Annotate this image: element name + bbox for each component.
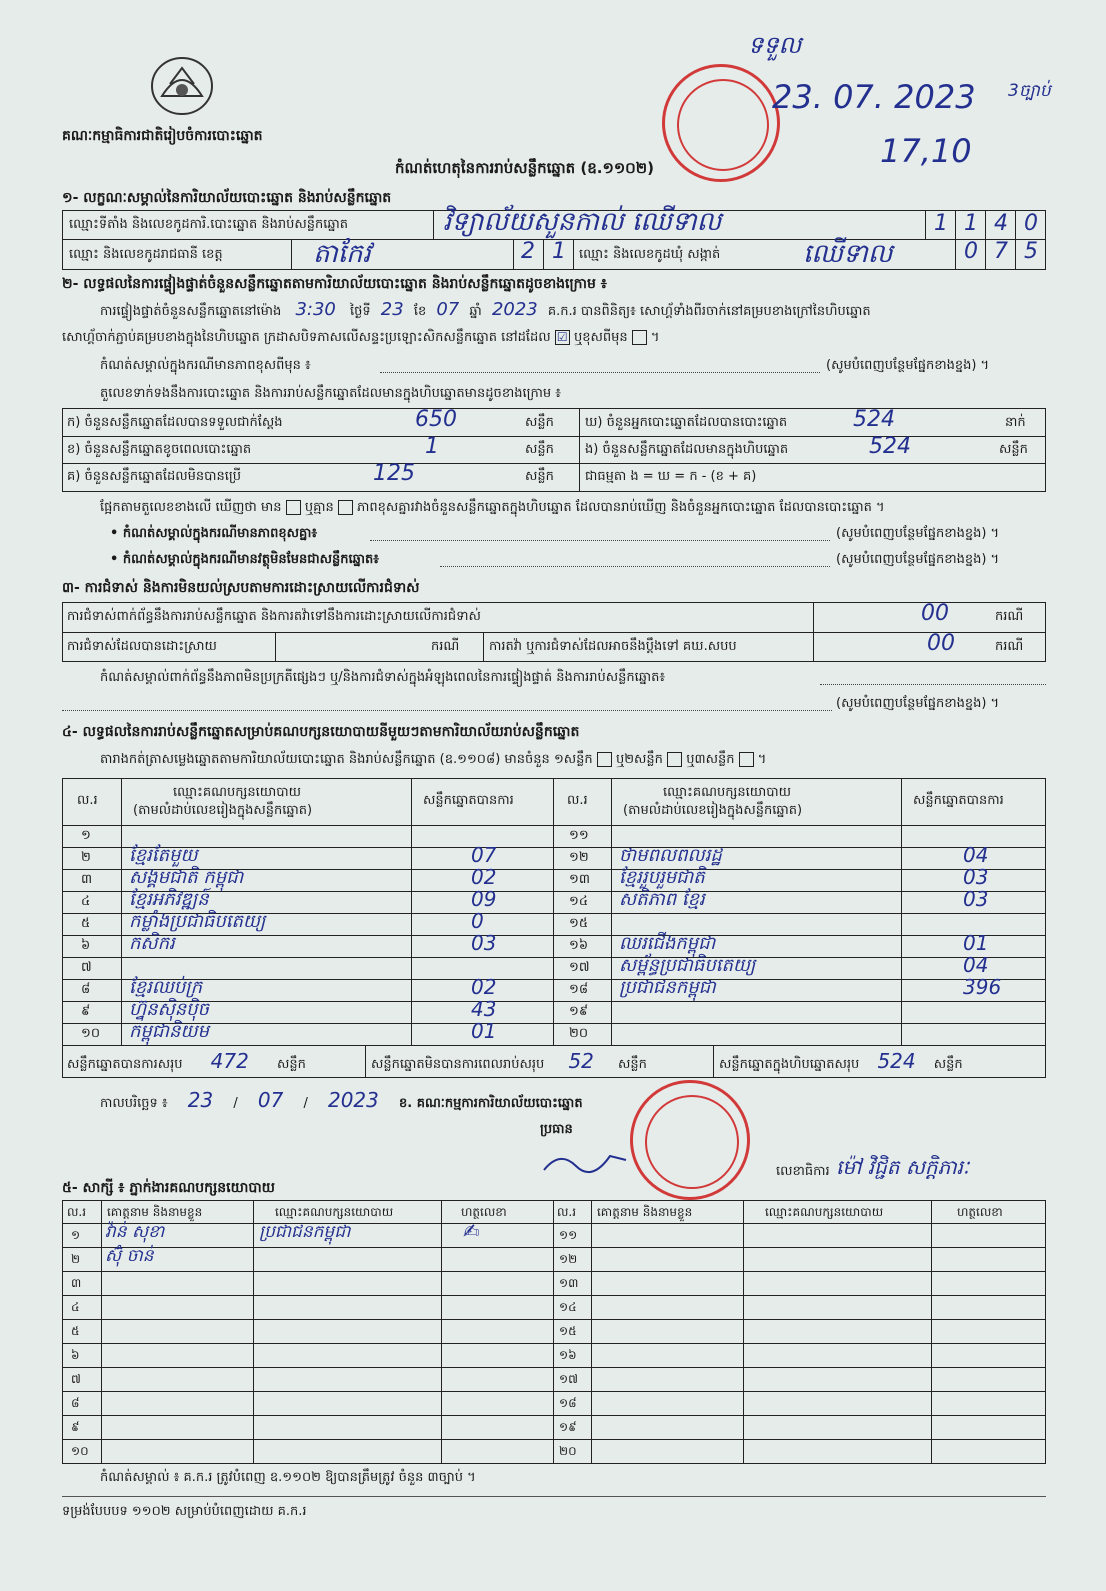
table-row-divider [63, 1343, 1045, 1344]
received-time: 17,10 [880, 132, 972, 170]
result-row-votes: 03 [963, 865, 989, 889]
witness-col-party: ឈ្មោះគណបក្សនយោបាយ [275, 1205, 394, 1219]
witness-row-no: ១៣ [559, 1276, 579, 1290]
total-valid-row [67, 1049, 306, 1073]
col-votes-header: សន្លឹកឆ្នោតបានការ [423, 793, 514, 808]
unit-case: ករណី [431, 639, 460, 654]
result-row-votes: 04 [963, 953, 989, 977]
box-ballots-label: ង) ចំនួនសន្លឹកឆ្នោតដែលមានក្នុងហិបឆ្នោត [585, 442, 789, 457]
table-row-divider [63, 1001, 1045, 1002]
result-row-no: ១១ [569, 828, 589, 843]
table-row-divider [63, 1271, 1045, 1272]
unused-ballots-value: 125 [373, 461, 415, 486]
section-5-title: ៥- សាក្សី ៖ ភ្នាក់ងារគណបក្សនយោបាយ [62, 1180, 276, 1196]
result-row-party: សតិភាព ខ្មែរ [619, 889, 705, 910]
witness-row-no: ៩ [71, 1420, 80, 1434]
difference-note-line [370, 540, 830, 541]
signer-org: ខ. គណៈកម្មការការិយាល័យបោះឆ្នោត [399, 1096, 583, 1111]
witness-row-sign: ✍ [463, 1219, 480, 1243]
col-votes-header: សន្លឹកឆ្នោតបានការ [913, 793, 1004, 808]
section-4-title: ៤- លទ្ធផលនៃការរាប់សន្លឹកឆ្នោតសម្រាប់គណបក្សនយោបាយនីមួយៗតាមការិយាល័យរាប់សន្លឹកឆ្នោត [62, 724, 580, 740]
tally-sheet-line: តារាងកត់ត្រាសម្លេងឆ្នោតតាមការិយាល័យបោះឆ្នោត និងរាប់សន្លឹកឆ្នោត (ឧ.១១០៨) មានចំនួន ១សន្លឹក ឬ២សន្លឹក ឬ៣សន្លឹក ។ [100, 752, 767, 767]
total-valid-label: សន្លឹកឆ្នោតបានការសរុប [67, 1057, 183, 1072]
witness-row-no: ១៨ [559, 1396, 577, 1410]
province-code-digit: 2 [521, 239, 535, 264]
diff-note-hint: (សូមបំពេញបន្ថែមផ្នែកខាងខ្នង) ។ [826, 358, 990, 373]
section-1-title: ១- លក្ខណៈសម្គាល់នៃការិយាល័យបោះឆ្នោត និងរាប់សន្លឹកឆ្នោត [62, 190, 392, 206]
nec-emblem-icon [148, 54, 216, 118]
spoiled-ballots-label: ខ) ចំនួនសន្លឹកឆ្នោតខូចពេលបោះឆ្នោត [67, 442, 252, 457]
result-row-no: ៤ [81, 894, 91, 909]
witness-table [62, 1200, 1046, 1464]
commune-code [955, 239, 1045, 270]
unit-sheet: សន្លឹក [525, 469, 554, 484]
result-row-no: ១៣ [569, 872, 590, 887]
unused-ballots-label: គ) ចំនួនសន្លឹកឆ្នោតដែលមិនបានប្រើ [67, 469, 241, 484]
witness-row-no: ១៥ [559, 1324, 577, 1338]
result-row-no: ៥ [81, 916, 91, 931]
result-row-no: ២ [81, 850, 91, 865]
table-row-divider [63, 935, 1045, 936]
table-row-divider [63, 979, 1045, 980]
witness-row-no: ៧ [71, 1372, 81, 1386]
result-row-votes: 43 [471, 997, 497, 1021]
received-note: ទទួល [748, 31, 802, 59]
unit-sheet: សន្លឹក [618, 1057, 647, 1072]
witness-row-no: ១១ [559, 1228, 578, 1242]
table-row-divider [63, 1247, 1045, 1248]
date-year: 2023 [327, 1088, 379, 1112]
witness-row-no: ២ [71, 1252, 81, 1266]
foreign-object-note-hint: (សូមបំពេញបន្ថែមផ្នែកខាងខ្នង) ។ [836, 552, 1000, 567]
witness-row-no: ១០ [71, 1444, 89, 1458]
appeal-label: ការតវ៉ា ឬការជំទាស់ដែលអាចនឹងប្ដឹងទៅ គឃ.សបប [489, 639, 737, 654]
has-difference-checkbox[interactable] [286, 500, 301, 515]
no-difference-checkbox[interactable] [338, 500, 353, 515]
received-date: 23. 07. 2023 [772, 78, 976, 116]
result-row-votes: 03 [963, 887, 989, 911]
diff-note-label: កំណត់សម្គាល់ក្នុងករណីមានភាពខុសពីមុន ៖ [100, 358, 311, 373]
witness-row-name: ស៊ុំ ចាន់ [105, 1246, 154, 1266]
result-row-party: ខ្មែរតែមួយ [129, 845, 198, 866]
result-row-no: ២០ [569, 1026, 589, 1041]
irregularity-note-line-2 [62, 710, 832, 711]
witness-row-no: ៣ [71, 1276, 82, 1290]
results-table [62, 778, 1046, 1078]
witness-row-no: ១៦ [559, 1348, 577, 1362]
two-sheet-label: ឬ២សន្លឹក [615, 752, 663, 767]
result-row-party: ខ្មែរអភិវឌ្ឍន៍ [129, 889, 209, 910]
verify-line-2: សោហ្គ័ចាក់ភ្ជាប់គម្របខាងក្នុងនៃហិបឆ្នោត ក្រដាសបិទភាសលើសន្ទះប្រឡោះសិកសន្លឹកឆ្នោត នៅដដែល ☑ ឬខុសពីមុន ។ [62, 330, 660, 345]
col-party-header: ឈ្មោះគណបក្សនយោបាយ [173, 785, 301, 800]
foreign-object-note-line [440, 566, 830, 567]
table-row-divider [63, 1391, 1045, 1392]
compare-line [100, 500, 885, 516]
col-no-header: ល.រ [567, 793, 588, 808]
unit-person: នាក់ [1005, 415, 1026, 430]
result-row-votes: 01 [963, 931, 989, 955]
unit-case: ករណី [995, 609, 1024, 624]
result-row-party: សម្ព័ន្ធប្រជាធិបតេយ្យ [619, 955, 756, 976]
table-row-divider [63, 847, 1045, 848]
result-row-party: ឈរជើងកម្ពុជា [619, 933, 716, 954]
same-checkbox[interactable]: ☑ [555, 330, 570, 345]
result-row-no: ៣ [81, 872, 93, 887]
complaints-related-label: ការជំទាស់ពាក់ព័ន្ធនឹងការរាប់សន្លឹកឆ្នោត និងការតវ៉ាទៅនឹងការដោះស្រាយលើការជំទាស់ [67, 609, 481, 624]
witness-row-no: ១៩ [559, 1420, 577, 1434]
result-row-party: សង្គមជាតិ កម្ពុជា [129, 867, 244, 888]
result-row-no: ១៧ [569, 960, 590, 975]
witness-row-no: ១៤ [559, 1300, 577, 1314]
witness-row-no: ១ [71, 1228, 81, 1242]
witness-row-no: ៨ [71, 1396, 80, 1410]
result-row-votes: 02 [471, 975, 497, 999]
unit-case: ករណី [995, 639, 1024, 654]
station-code-digit: 1 [955, 211, 986, 239]
one-sheet-checkbox[interactable] [597, 752, 612, 767]
voters-label: ឃ) ចំនួនអ្នកបោះឆ្នោតដែលបានបោះឆ្នោត [585, 415, 788, 430]
chair-label: ប្រធាន [540, 1122, 573, 1137]
result-row-party: កសិករ [129, 933, 175, 954]
result-row-no: ១៤ [569, 894, 589, 909]
witness-col-party: ឈ្មោះគណបក្សនយោបាយ [765, 1205, 884, 1219]
witness-row-no: ៤ [71, 1300, 80, 1314]
copies-note: 3ច្បាប់ [1008, 81, 1051, 101]
total-box-row [719, 1049, 963, 1073]
result-row-votes: 396 [963, 975, 1002, 999]
witness-row-no: ១៧ [559, 1372, 578, 1386]
tally-sheet-text: តារាងកត់ត្រាសម្លេងឆ្នោតតាមការិយាល័យបោះឆ្នោត និងរាប់សន្លឹកឆ្នោត (ឧ.១១០៨) មានចំនួន ១សន្លឹក [100, 752, 593, 767]
table-row-divider [63, 1367, 1045, 1368]
witness-row-party: ប្រជាជនកម្ពុជា [259, 1222, 351, 1242]
result-row-party: ថាមពលពលរដ្ឋ [619, 845, 722, 866]
date-day: 23 [187, 1088, 214, 1112]
witness-col-sign: ហត្ថលេខា [461, 1205, 507, 1219]
chair-signature-icon [540, 1142, 630, 1178]
different-checkbox[interactable] [632, 330, 647, 345]
compare-text-a: ផ្អែកតាមតួលេខខាងលើ ឃើញថា មាន [100, 500, 282, 515]
section-2-title: ២- លទ្ធផលនៃការផ្ទៀងផ្ទាត់ចំនួនសន្លឹកឆ្នោតតាមការិយាល័យបោះឆ្នោត និងរាប់សន្លឹកឆ្នោតដូចខាងក្រោម ៖ [62, 276, 607, 292]
verify-time: 3:30 [295, 299, 336, 320]
witness-row-name: វ៉ាន់ សុខា [105, 1222, 165, 1242]
station-code-digit: 0 [1015, 211, 1046, 239]
result-row-no: ១៨ [569, 982, 589, 997]
station-label: ឈ្មោះទីតាំង និងលេខកូដការិ.បោះឆ្នោត និងរាប់សន្លឹកឆ្នោត [69, 217, 348, 232]
commune-code-digit: 0 [955, 239, 986, 270]
box-ballots-value: 524 [869, 434, 911, 459]
table-row-divider [63, 1295, 1045, 1296]
diff-note-line [380, 372, 820, 373]
commune-code-digit: 7 [985, 239, 1016, 270]
official-seal-bottom [630, 1080, 750, 1200]
result-row-no: ៧ [81, 960, 92, 975]
station-code-digit: 1 [925, 211, 956, 239]
table-row-divider [63, 1439, 1045, 1440]
secretary-label: លេខាធិការ [776, 1164, 830, 1179]
col-party-subheader: (តាមលំដាប់លេខរៀងក្នុងសន្លឹកឆ្នោត) [623, 803, 803, 818]
form-title: កំណត់ហេតុនៃការរាប់សន្លឹកឆ្នោត (ឧ.១១០២) [395, 159, 655, 177]
total-invalid-label: សន្លឹកឆ្នោតមិនបានការពេលរាប់សរុប [371, 1057, 545, 1072]
result-row-no: ១២ [569, 850, 589, 865]
result-row-votes: 01 [471, 1019, 497, 1043]
verify-day-label: ថ្ងៃទី [350, 304, 371, 319]
result-row-party: កម្លាំងប្រជាធិបតេយ្យ [129, 911, 266, 932]
station-code-digit: 4 [985, 211, 1016, 239]
province-code [513, 239, 573, 270]
difference-note-hint: (សូមបំពេញបន្ថែមផ្នែកខាងខ្នង) ។ [836, 526, 1000, 541]
complaints-related-value: 00 [921, 601, 949, 626]
three-sheet-checkbox[interactable] [739, 752, 754, 767]
irregularity-note-hint: (សូមបំពេញបន្ថែមផ្នែកខាងខ្នង) ។ [836, 696, 1000, 711]
col-party-subheader: (តាមលំដាប់លេខរៀងក្នុងសន្លឹកឆ្នោត) [133, 803, 313, 818]
result-row-no: ១ [81, 828, 91, 843]
result-row-no: ១៥ [569, 916, 589, 931]
col-no-header: ល.រ [77, 793, 98, 808]
result-row-votes: 0 [471, 909, 484, 933]
date-line: កាលបរិច្ឆេទ ៖ 23 / 07 / 2023 ខ. គណៈកម្មការការិយាល័យបោះឆ្នោត [100, 1088, 583, 1112]
resolved-complaints-label: ការជំទាស់ដែលបានដោះស្រាយ [67, 639, 217, 654]
commune-code-digit: 5 [1015, 239, 1046, 270]
total-valid-value: 472 [210, 1049, 249, 1073]
result-row-votes: 09 [471, 887, 497, 911]
result-row-no: ១៦ [569, 938, 589, 953]
footer-note: កំណត់សម្គាល់ ៖ គ.ក.រ ត្រូវបំពេញ ឧ.១១០២ ឱ្យបានត្រឹមត្រូវ ចំនួន ៣ច្បាប់ ។ [100, 1470, 476, 1485]
result-row-party: ខ្មែរឈប់ក្រ [129, 977, 203, 998]
province-code-digit: 1 [543, 239, 574, 270]
verify-month: 07 [436, 299, 460, 320]
difference-note-label: • កំណត់សម្គាល់ក្នុងករណីមានភាពខុសគ្នា៖ [110, 526, 318, 541]
witness-row-no: ១២ [559, 1252, 578, 1266]
result-row-party: ខ្មែររួបរួមជាតិ [619, 867, 705, 888]
foreign-object-note-label: • កំណត់សម្គាល់ក្នុងករណីមានវត្ថុមិនមែនជាសន្លឹកឆ្នោត៖ [110, 552, 379, 567]
unit-sheet: សន្លឹក [999, 442, 1028, 457]
commune-name: ឈើទាល [803, 239, 893, 269]
result-row-votes: 04 [963, 843, 989, 867]
verify-month-label: ខែ [413, 304, 427, 319]
section-1-table [62, 207, 1046, 270]
compare-text-b: ឬគ្មាន [304, 500, 334, 515]
section-3-title: ៣- ការជំទាស់ និងការមិនយល់ស្របតាមការដោះស្រាយលើការជំទាស់ [62, 580, 420, 596]
station-code [925, 211, 1045, 239]
figures-intro: តួលេខទាក់ទងនឹងការបោះឆ្នោត និងការរាប់សន្លឹកឆ្នោតដែលមានក្នុងហិបឆ្នោតមានដូចខាងក្រោម ៖ [100, 386, 561, 401]
received-ballots-value: 650 [415, 407, 457, 432]
formula: ជាធម្មតា ង = ឃ = ក - (ខ + គ) [585, 469, 757, 484]
witness-col-name: គោត្តនាម និងនាមខ្លួន [597, 1205, 693, 1219]
unit-sheet: សន្លឹក [525, 415, 554, 430]
witness-row-no: ២០ [559, 1444, 577, 1458]
verify-year: 2023 [491, 299, 538, 320]
date-label: កាលបរិច្ឆេទ ៖ [100, 1096, 168, 1111]
date-month: 07 [257, 1088, 284, 1112]
table-row-divider [63, 891, 1045, 892]
table-row-divider [63, 1023, 1045, 1024]
unit-sheet: សន្លឹក [525, 442, 554, 457]
verify-year-label: ឆ្នាំ [469, 304, 482, 319]
table-row-divider [63, 1319, 1045, 1320]
verify-line-1 [100, 299, 871, 320]
unit-sheet: សន្លឹក [277, 1057, 306, 1072]
result-row-votes: 03 [471, 931, 497, 955]
province-label: ឈ្មោះ និងលេខកូដរាជធានី ខេត្ត [69, 247, 223, 262]
verify-line-2-text: សោហ្គ័ចាក់ភ្ជាប់គម្របខាងក្នុងនៃហិបឆ្នោត ក្រដាសបិទភាសលើសន្ទះប្រឡោះសិកសន្លឹកឆ្នោត នៅដដែល [62, 330, 551, 345]
witness-row-no: ៦ [71, 1348, 80, 1362]
committee-name: គណៈកម្មាធិការជាតិរៀបចំការបោះឆ្នោត [62, 128, 263, 144]
irregularity-note-label: កំណត់សម្គាល់ពាក់ព័ន្ធនឹងភាពមិនប្រក្រតីផ្សេងៗ ឬ/និងការជំទាស់ក្នុងអំឡុងពេលនៃការផ្ទៀងផ្ទាត់ និងការរាប់សន្លឹកឆ្នោត៖ [100, 670, 666, 685]
total-box-value: 524 [877, 1049, 916, 1073]
voters-value: 524 [853, 407, 895, 432]
irregularity-note-line [820, 684, 1046, 685]
commune-label: ឈ្មោះ និងលេខកូដឃុំ សង្កាត់ [579, 247, 721, 262]
total-box-label: សន្លឹកឆ្នោតក្នុងហិបឆ្នោតសរុប [719, 1057, 860, 1072]
table-row-divider [63, 1415, 1045, 1416]
verify-time-label: ការផ្ទៀងផ្ទាត់ចំនួនសន្លឹកឆ្នោតនៅម៉ោង [100, 304, 282, 319]
province-name: តាកែវ [313, 239, 371, 269]
result-row-no: ៨ [81, 982, 91, 997]
result-row-party: កម្ពុជានិយម [129, 1021, 209, 1042]
verify-day: 23 [380, 299, 404, 320]
result-row-no: ១០ [81, 1026, 101, 1041]
result-row-no: ១៩ [569, 1004, 589, 1019]
total-invalid-value: 52 [568, 1049, 594, 1073]
spoiled-ballots-value: 1 [425, 434, 439, 459]
different-label: ឬខុសពីមុន [573, 330, 628, 345]
result-row-no: ៩ [81, 1004, 91, 1019]
station-name: វិទ្យាល័យសួនកាល់ ឈើទាល [443, 207, 722, 237]
compare-text-c: ភាពខុសគ្នារវាងចំនួនសន្លឹកឆ្នោតក្នុងហិបឆ្នោត ដែលបានរាប់ឃើញ និងចំនួនអ្នកបោះឆ្នោត ដែលបានបោះឆ្នោត ។ [357, 500, 885, 515]
verify-line-1-text: គ.ក.រ បានពិនិត្យ៖ សោហ្គ័ទាំងពីរចាក់នៅគម្របខាងក្រៅនៃហិបឆ្នោត [547, 304, 871, 319]
witness-col-sign: ហត្ថលេខា [957, 1205, 1003, 1219]
witness-col-no: ល.រ [557, 1205, 577, 1219]
col-party-header: ឈ្មោះគណបក្សនយោបាយ [663, 785, 791, 800]
result-row-party: ប្រជាជនកម្ពុជា [619, 977, 716, 998]
result-row-votes: 07 [471, 843, 497, 867]
two-sheet-checkbox[interactable] [667, 752, 682, 767]
complaints-table [62, 602, 1046, 662]
result-row-votes: 02 [471, 865, 497, 889]
official-seal-top [662, 64, 780, 182]
table-row-divider [63, 957, 1045, 958]
secretary-name: ម៉ៅ វិជ្ជិត សក្តិភារៈ [836, 1155, 970, 1179]
unit-sheet: សន្លឹក [933, 1057, 963, 1072]
three-sheet-label: ឬ៣សន្លឹក [686, 752, 735, 767]
form-reference: ទម្រង់បែបបទ ១១០២ សម្រាប់បំពេញដោយ គ.ក.រ [62, 1504, 307, 1519]
result-row-no: ៦ [81, 938, 91, 953]
figures-table [62, 408, 1046, 492]
result-row-party: ហ្វ៊ុនស៊ិនប៉ិច [129, 999, 209, 1020]
witness-col-no: ល.រ [67, 1205, 87, 1219]
appeal-value: 00 [927, 631, 955, 656]
received-ballots-label: ក) ចំនួនសន្លឹកឆ្នោតដែលបានទទួលជាក់ស្តែង [67, 415, 283, 430]
witness-row-no: ៥ [71, 1324, 80, 1338]
witness-col-name: គោត្តនាម និងនាមខ្លួន [107, 1205, 203, 1219]
total-invalid-row [371, 1049, 647, 1073]
